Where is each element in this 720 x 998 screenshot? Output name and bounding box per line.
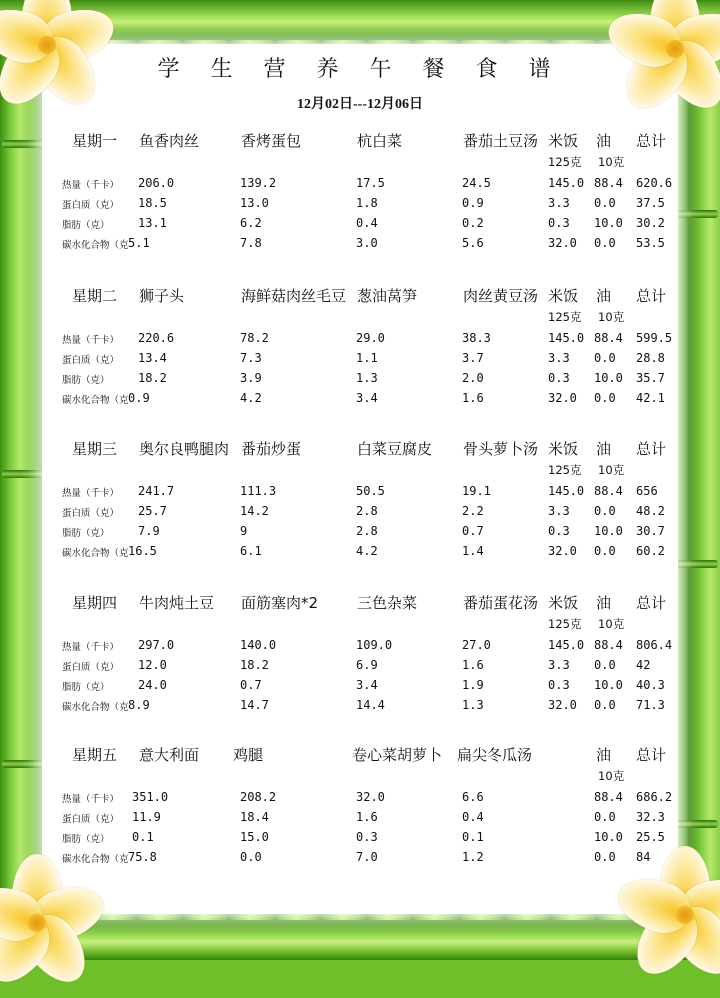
nutrient-value: 88.4 [594, 484, 623, 498]
dish-name: 牛肉炖土豆 [139, 594, 215, 612]
nutrient-label: 蛋白质（克） [62, 814, 120, 825]
nutrient-value: 6.9 [356, 658, 378, 672]
nutrient-value: 0.3 [548, 216, 570, 230]
nutrient-value: 10.0 [594, 371, 623, 385]
nutrient-value: 48.2 [636, 504, 665, 518]
day-label: 星期二 [72, 287, 118, 305]
nutrient-value: 0.7 [240, 678, 262, 692]
nutrient-value: 1.6 [462, 658, 484, 672]
nutrient-label: 碳水化合物（克 [62, 854, 129, 865]
day-label: 星期四 [72, 594, 118, 612]
dish-name: 米饭 [548, 594, 579, 612]
nutrient-value: 1.9 [462, 678, 484, 692]
nutrient-label: 脂肪（克） [62, 528, 110, 539]
nutrient-value: 10.0 [594, 524, 623, 538]
nutrient-value: 42 [636, 658, 651, 672]
nutrient-label: 脂肪（克） [62, 375, 110, 386]
nutrient-value: 32.3 [636, 810, 665, 824]
nutrient-value: 0.3 [548, 524, 570, 538]
dish-name: 杭白菜 [357, 132, 403, 150]
nutrient-value: 18.2 [240, 658, 269, 672]
nutrient-label: 蛋白质（克） [62, 200, 120, 211]
portion-size: 125克 [548, 463, 582, 477]
nutrient-value: 139.2 [240, 176, 277, 190]
dish-name: 总计 [636, 287, 667, 305]
nutrient-value: 25.5 [636, 830, 665, 844]
nutrient-value: 25.7 [138, 504, 167, 518]
nutrient-value: 3.4 [356, 391, 378, 405]
nutrient-value: 35.7 [636, 371, 665, 385]
dish-name: 扁尖冬瓜汤 [457, 746, 533, 764]
flower-center [676, 906, 694, 924]
dish-name: 狮子头 [139, 287, 185, 305]
nutrient-value: 1.3 [356, 371, 378, 385]
nutrient-value: 6.2 [240, 216, 262, 230]
nutrient-value: 10.0 [594, 830, 623, 844]
nutrient-label: 碳水化合物（克 [62, 548, 129, 559]
nutrient-value: 0.0 [594, 810, 616, 824]
nutrient-value: 71.3 [636, 698, 665, 712]
bamboo-node [672, 210, 718, 218]
nutrient-value: 140.0 [240, 638, 277, 652]
portion-size: 10克 [598, 310, 625, 324]
nutrient-value: 5.6 [462, 236, 484, 250]
nutrient-value: 7.9 [138, 524, 160, 538]
dish-name: 总计 [636, 440, 667, 458]
dish-name: 油 [596, 132, 612, 150]
nutrient-value: 14.4 [356, 698, 385, 712]
dish-name: 番茄土豆汤 [463, 132, 539, 150]
bamboo-node [672, 820, 718, 828]
portion-size: 10克 [598, 769, 625, 783]
nutrient-value: 13.1 [138, 216, 167, 230]
nutrient-label: 热量（千卡） [62, 180, 120, 191]
nutrient-value: 42.1 [636, 391, 665, 405]
nutrient-value: 3.0 [356, 236, 378, 250]
nutrient-value: 0.3 [356, 830, 378, 844]
page-title: 学 生 营 养 午 餐 食 谱 [157, 57, 563, 82]
nutrient-value: 145.0 [548, 176, 585, 190]
portion-size: 125克 [548, 310, 582, 324]
nutrient-value: 297.0 [138, 638, 175, 652]
nutrient-value: 0.0 [594, 236, 616, 250]
nutrient-value: 599.5 [636, 331, 673, 345]
nutrient-value: 10.0 [594, 216, 623, 230]
nutrient-value: 206.0 [138, 176, 175, 190]
nutrient-value: 6.6 [462, 790, 484, 804]
nutrient-value: 1.3 [462, 698, 484, 712]
dish-name: 意大利面 [139, 746, 200, 764]
nutrient-value: 2.8 [356, 504, 378, 518]
nutrient-value: 15.0 [240, 830, 269, 844]
dish-name: 米饭 [548, 440, 579, 458]
nutrient-value: 3.3 [548, 351, 570, 365]
nutrient-value: 1.4 [462, 544, 484, 558]
nutrient-value: 351.0 [132, 790, 169, 804]
nutrient-value: 10.0 [594, 678, 623, 692]
menu-paper [42, 44, 678, 914]
nutrient-value: 13.0 [240, 196, 269, 210]
nutrient-value: 32.0 [548, 544, 577, 558]
dish-name: 鱼香肉丝 [139, 132, 200, 150]
nutrient-label: 热量（千卡） [62, 488, 120, 499]
nutrient-value: 7.8 [240, 236, 262, 250]
nutrient-value: 3.7 [462, 351, 484, 365]
dish-name: 米饭 [548, 287, 579, 305]
day-label: 星期一 [72, 132, 118, 150]
nutrient-value: 656 [636, 484, 658, 498]
nutrient-value: 0.0 [594, 504, 616, 518]
nutrient-value: 686.2 [636, 790, 673, 804]
nutrient-value: 27.0 [462, 638, 491, 652]
nutrient-value: 5.1 [128, 236, 150, 250]
nutrient-value: 1.1 [356, 351, 378, 365]
nutrient-value: 3.3 [548, 504, 570, 518]
nutrient-value: 53.5 [636, 236, 665, 250]
nutrient-value: 0.0 [594, 351, 616, 365]
nutrient-value: 0.4 [462, 810, 484, 824]
dish-name: 总计 [636, 132, 667, 150]
dish-name: 鸡腿 [233, 746, 264, 764]
nutrient-value: 0.1 [132, 830, 154, 844]
nutrient-value: 37.5 [636, 196, 665, 210]
nutrient-value: 60.2 [636, 544, 665, 558]
nutrient-value: 0.1 [462, 830, 484, 844]
nutrient-value: 2.0 [462, 371, 484, 385]
nutrient-value: 0.2 [462, 216, 484, 230]
nutrient-value: 145.0 [548, 331, 585, 345]
nutrient-value: 0.0 [594, 391, 616, 405]
nutrient-value: 30.2 [636, 216, 665, 230]
dish-name: 三色杂菜 [357, 594, 418, 612]
portion-size: 10克 [598, 617, 625, 631]
dish-name: 香烤蛋包 [241, 132, 302, 150]
dish-name: 骨头萝卜汤 [463, 440, 539, 458]
dish-name: 海鲜菇肉丝毛豆 [241, 287, 347, 305]
dish-name: 面筋塞肉*2 [241, 594, 319, 612]
nutrient-value: 9 [240, 524, 248, 538]
day-label: 星期三 [72, 440, 118, 458]
dish-name: 卷心菜胡萝卜 [352, 746, 443, 764]
nutrient-value: 1.2 [462, 850, 484, 864]
nutrient-value: 3.4 [356, 678, 378, 692]
nutrient-value: 0.0 [594, 850, 616, 864]
dish-name: 油 [596, 746, 612, 764]
nutrient-value: 32.0 [548, 236, 577, 250]
nutrient-value: 0.9 [462, 196, 484, 210]
nutrient-value: 12.0 [138, 658, 167, 672]
day-label: 星期五 [72, 746, 118, 764]
nutrient-value: 28.8 [636, 351, 665, 365]
flower-bottom-right-icon [610, 840, 720, 990]
nutrient-value: 18.2 [138, 371, 167, 385]
nutrient-value: 16.5 [128, 544, 157, 558]
nutrient-value: 0.0 [594, 658, 616, 672]
nutrient-value: 0.3 [548, 678, 570, 692]
dish-name: 番茄蛋花汤 [463, 594, 539, 612]
nutrient-value: 1.6 [462, 391, 484, 405]
nutrient-value: 78.2 [240, 331, 269, 345]
nutrient-value: 19.1 [462, 484, 491, 498]
nutrient-value: 111.3 [240, 484, 277, 498]
nutrient-value: 84 [636, 850, 651, 864]
nutrient-value: 0.0 [594, 698, 616, 712]
nutrient-label: 脂肪（克） [62, 682, 110, 693]
nutrient-value: 29.0 [356, 331, 385, 345]
nutrient-value: 3.3 [548, 658, 570, 672]
portion-size: 10克 [598, 155, 625, 169]
nutrient-value: 8.9 [128, 698, 150, 712]
nutrient-label: 脂肪（克） [62, 220, 110, 231]
nutrient-label: 碳水化合物（克 [62, 702, 129, 713]
nutrient-value: 1.8 [356, 196, 378, 210]
nutrient-value: 6.1 [240, 544, 262, 558]
nutrient-value: 0.0 [240, 850, 262, 864]
nutrient-value: 3.9 [240, 371, 262, 385]
nutrient-value: 220.6 [138, 331, 175, 345]
dish-name: 奥尔良鸭腿肉 [139, 440, 230, 458]
nutrient-label: 蛋白质（克） [62, 508, 120, 519]
nutrient-value: 806.4 [636, 638, 673, 652]
nutrient-value: 3.3 [548, 196, 570, 210]
nutrient-value: 40.3 [636, 678, 665, 692]
nutrient-value: 0.0 [594, 196, 616, 210]
nutrient-value: 2.8 [356, 524, 378, 538]
flower-center [28, 914, 46, 932]
nutrient-value: 208.2 [240, 790, 277, 804]
nutrient-value: 32.0 [548, 391, 577, 405]
nutrient-value: 30.7 [636, 524, 665, 538]
nutrient-label: 脂肪（克） [62, 834, 110, 845]
nutrient-value: 109.0 [356, 638, 393, 652]
nutrient-value: 4.2 [240, 391, 262, 405]
nutrient-label: 碳水化合物（克 [62, 395, 129, 406]
nutrient-value: 14.7 [240, 698, 269, 712]
nutrient-value: 0.4 [356, 216, 378, 230]
nutrient-label: 热量（千卡） [62, 642, 120, 653]
nutrient-value: 50.5 [356, 484, 385, 498]
nutrient-value: 32.0 [356, 790, 385, 804]
nutrient-value: 24.5 [462, 176, 491, 190]
nutrient-value: 2.2 [462, 504, 484, 518]
nutrient-value: 75.8 [128, 850, 157, 864]
date-range: 12月02日---12月06日 [297, 97, 423, 112]
dish-name: 油 [596, 594, 612, 612]
nutrient-value: 88.4 [594, 331, 623, 345]
nutrient-value: 18.5 [138, 196, 167, 210]
dish-name: 总计 [636, 746, 667, 764]
nutrient-value: 0.7 [462, 524, 484, 538]
nutrient-value: 88.4 [594, 176, 623, 190]
nutrient-value: 145.0 [548, 638, 585, 652]
nutrient-value: 17.5 [356, 176, 385, 190]
nutrient-value: 32.0 [548, 698, 577, 712]
nutrient-label: 热量（千卡） [62, 794, 120, 805]
nutrient-value: 14.2 [240, 504, 269, 518]
dish-name: 葱油莴笋 [357, 287, 418, 305]
nutrient-value: 88.4 [594, 638, 623, 652]
dish-name: 番茄炒蛋 [241, 440, 302, 458]
dish-name: 油 [596, 440, 612, 458]
nutrient-value: 13.4 [138, 351, 167, 365]
nutrient-value: 18.4 [240, 810, 269, 824]
dish-name: 肉丝黄豆汤 [463, 287, 539, 305]
portion-size: 125克 [548, 617, 582, 631]
dish-name: 油 [596, 287, 612, 305]
nutrient-value: 145.0 [548, 484, 585, 498]
dish-name: 白菜豆腐皮 [357, 440, 433, 458]
nutrient-value: 620.6 [636, 176, 673, 190]
portion-size: 125克 [548, 155, 582, 169]
nutrient-value: 38.3 [462, 331, 491, 345]
dish-name: 米饭 [548, 132, 579, 150]
flower-bottom-left-icon [0, 848, 112, 998]
nutrient-label: 碳水化合物（克 [62, 240, 129, 251]
nutrient-value: 24.0 [138, 678, 167, 692]
nutrient-value: 0.0 [594, 544, 616, 558]
nutrient-label: 热量（千卡） [62, 335, 120, 346]
nutrient-value: 7.0 [356, 850, 378, 864]
nutrient-value: 0.9 [128, 391, 150, 405]
nutrient-label: 蛋白质（克） [62, 355, 120, 366]
bamboo-node [672, 560, 718, 568]
nutrient-value: 4.2 [356, 544, 378, 558]
nutrient-value: 1.6 [356, 810, 378, 824]
nutrient-value: 241.7 [138, 484, 175, 498]
portion-size: 10克 [598, 463, 625, 477]
nutrient-value: 7.3 [240, 351, 262, 365]
nutrient-value: 11.9 [132, 810, 161, 824]
nutrient-value: 88.4 [594, 790, 623, 804]
nutrient-label: 蛋白质（克） [62, 662, 120, 673]
dish-name: 总计 [636, 594, 667, 612]
nutrient-value: 0.3 [548, 371, 570, 385]
